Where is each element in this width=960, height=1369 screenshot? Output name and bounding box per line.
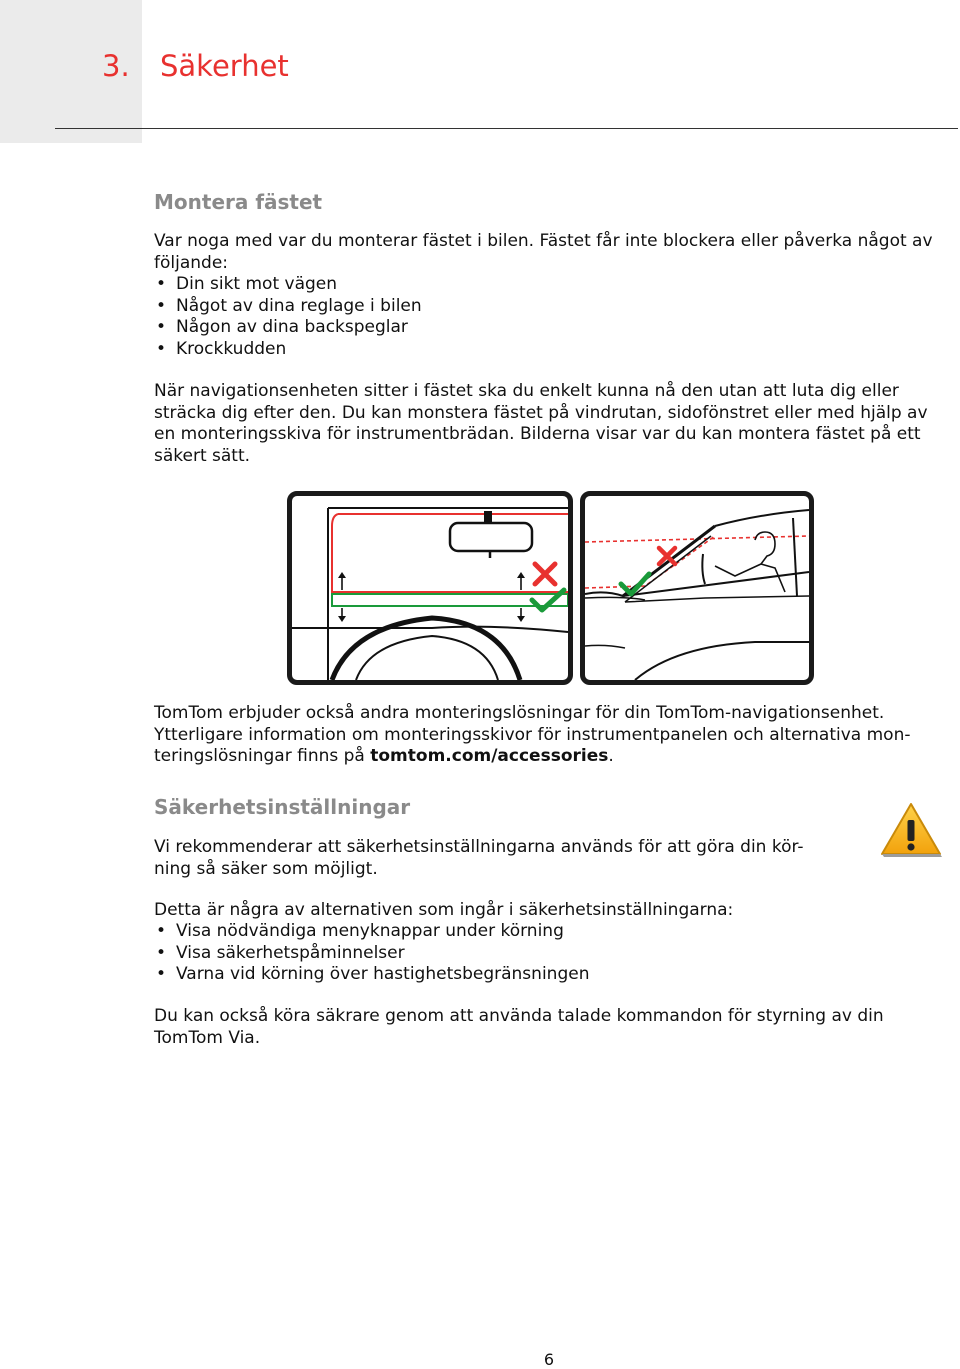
warning-triangle-icon bbox=[878, 800, 944, 864]
body-line: en monteringsskiva för instrumentbrädan. Bilderna visar var du kan montera fästet på ett bbox=[154, 424, 921, 445]
body-line: Vi rekommenderar att säkerhetsinställningarna används för att göra din kör- bbox=[154, 837, 804, 857]
bullet-icon: • bbox=[156, 339, 167, 360]
intro-line: följande: bbox=[154, 252, 229, 273]
list-item: • Varna vid körning över hastighetsbegränsningen bbox=[156, 964, 590, 985]
accessories-paragraph: TomTom erbjuder också andra monteringslösningar för din TomTom-navigationsenhet. Ytterligare information om monteringsskivor för instrumentpanelen och alternativa mon- teringslösningar finns på tomtom.com/accessories. bbox=[154, 703, 911, 767]
safety-paragraph bbox=[154, 837, 804, 880]
accessories-link[interactable]: tomtom.com/accessories bbox=[370, 746, 609, 767]
body-line: ning så säker som möjligt. bbox=[154, 858, 378, 879]
section-heading-mount: Montera fästet bbox=[154, 190, 323, 214]
obstruction-list bbox=[154, 274, 422, 361]
chapter-title: Säkerhet bbox=[160, 49, 289, 83]
bullet-icon: • bbox=[156, 921, 167, 941]
list-item: • Någon av dina backspeglar bbox=[156, 317, 408, 338]
list-item: • Visa säkerhetspåminnelser bbox=[156, 942, 405, 963]
body-line: teringslösningar finns på bbox=[154, 746, 371, 767]
voice-paragraph bbox=[154, 1006, 884, 1049]
body-line: När navigationsenheten sitter i fästet ska du enkelt kunna nå den utan att luta dig eller bbox=[154, 381, 899, 401]
list-item: • Något av dina reglage i bilen bbox=[156, 295, 422, 316]
bullet-icon: • bbox=[156, 942, 167, 963]
intro-line: Var noga med var du monterar fästet i bilen. Fästet får inte blockera eller påverka något av bbox=[154, 231, 933, 251]
chapter-number: 3. bbox=[102, 49, 130, 83]
body-line: TomTom erbjuder också andra monteringslösningar för din TomTom-navigationsenhet. bbox=[154, 703, 885, 723]
list-item: • Din sikt mot vägen bbox=[156, 274, 338, 294]
body-line: Ytterligare information om monteringsskivor för instrumentpanelen och alternativa mon- bbox=[154, 724, 911, 745]
bullet-icon: • bbox=[156, 295, 167, 316]
intro-paragraph bbox=[154, 231, 933, 274]
bullet-icon: • bbox=[156, 274, 167, 294]
body-line: säkert sätt. bbox=[154, 446, 251, 467]
reach-paragraph bbox=[154, 381, 928, 468]
bullet-icon: • bbox=[156, 317, 167, 338]
options-intro: Detta är några av alternativen som ingår i säkerhetsinställningarna: bbox=[154, 900, 734, 920]
page-number: 6 bbox=[543, 1350, 555, 1369]
list-item: • Visa nödvändiga menyknappar under körning bbox=[156, 921, 564, 941]
side-window-diagram bbox=[580, 491, 814, 685]
body-line: sträcka dig efter den. Du kan monstera fästet på vindrutan, sidofönstret eller med hjälp av bbox=[154, 402, 928, 423]
windshield-diagram bbox=[287, 491, 573, 685]
body-line: Du kan också köra säkrare genom att använda talade kommandon för styrning av din bbox=[154, 1006, 884, 1026]
section-heading-safety: Säkerhetsinställningar bbox=[154, 795, 411, 819]
bullet-icon: • bbox=[156, 964, 167, 985]
body-line: TomTom Via. bbox=[154, 1027, 261, 1048]
chapter-divider bbox=[55, 128, 958, 129]
safety-options-list bbox=[154, 921, 589, 986]
list-item: • Krockkudden bbox=[156, 339, 287, 360]
